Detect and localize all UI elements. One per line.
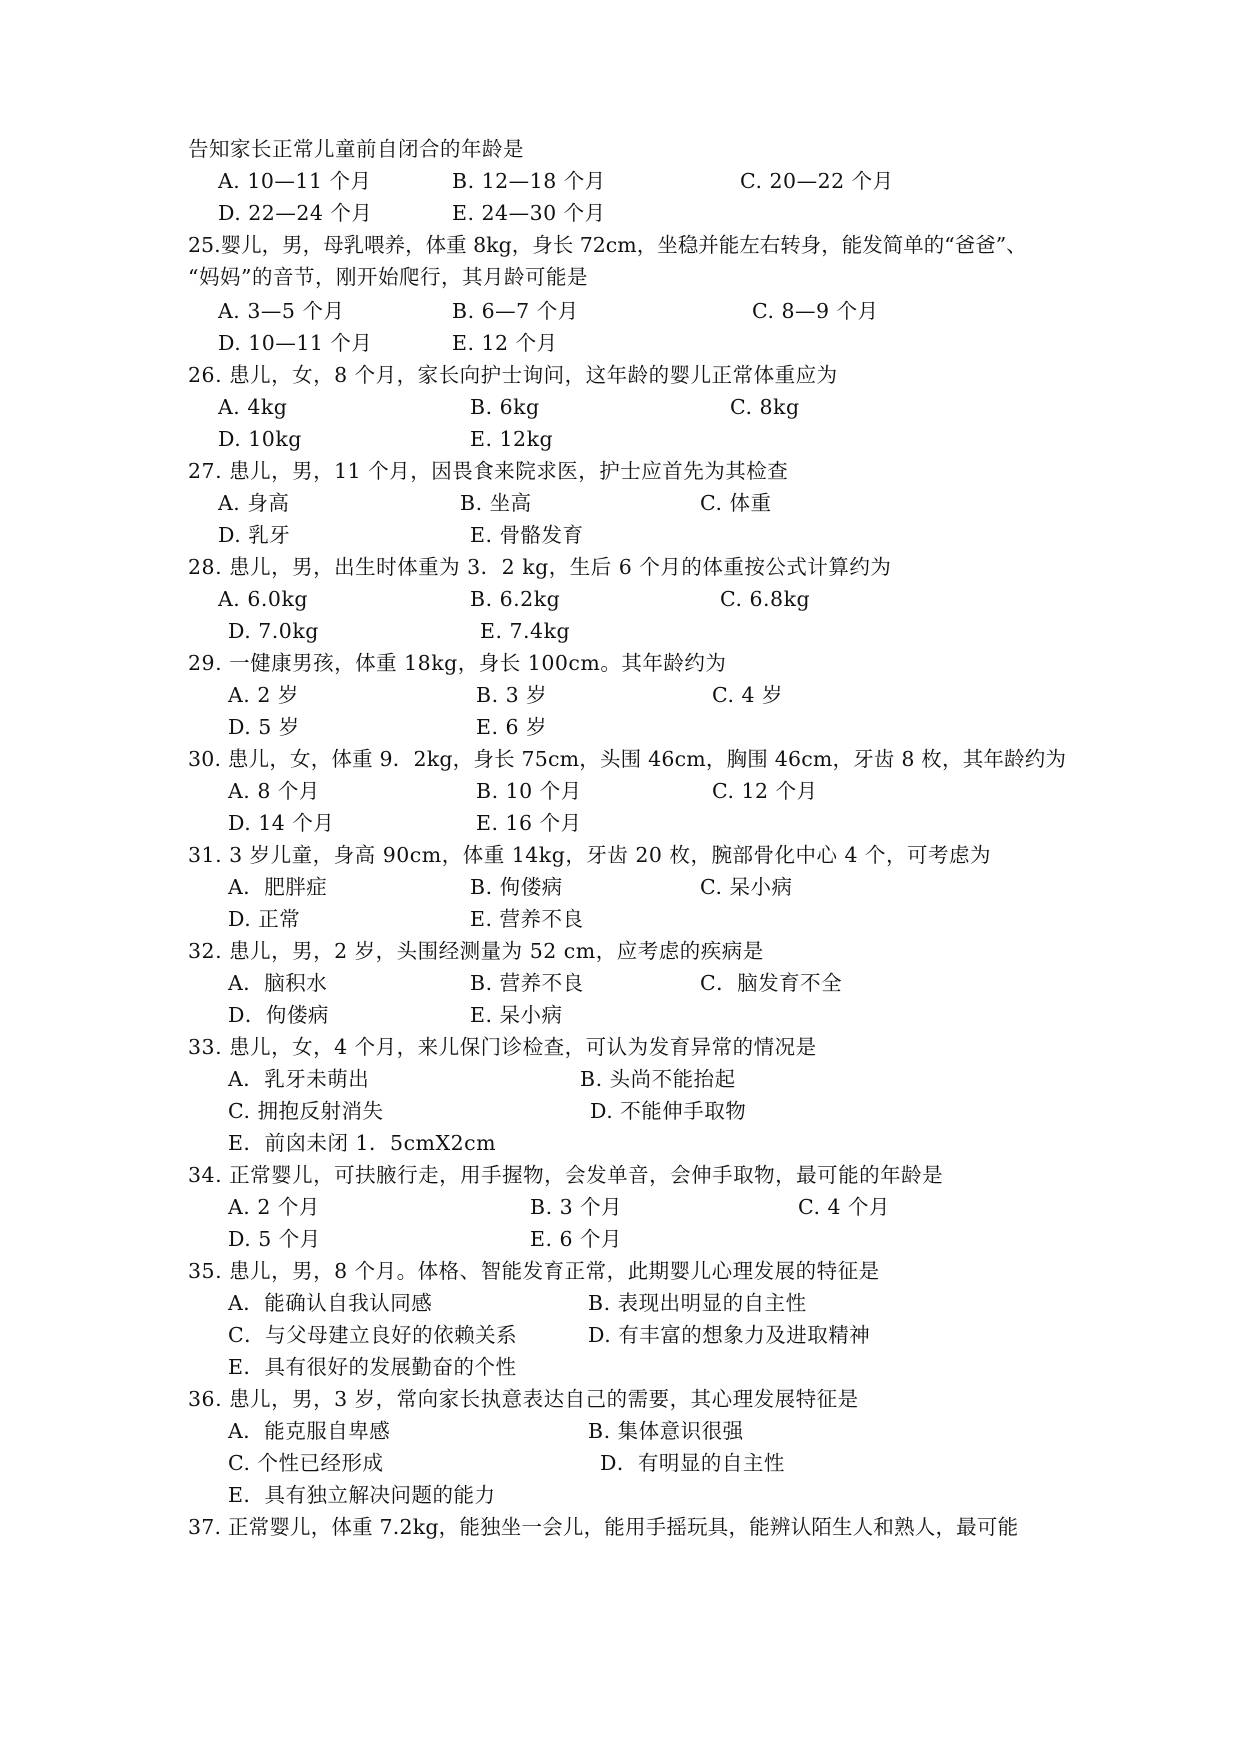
q24-option-b: B. 12—18 个月 [452,169,606,193]
q36-option-b: B. 集体意识很强 [588,1419,744,1443]
q35-option-d: D. 有丰富的想象力及进取精神 [588,1323,871,1347]
q30-option-d: D. 14 个月 [228,811,335,835]
q28-option-c: C. 6.8kg [720,587,811,611]
q35-option-b: B. 表现出明显的自主性 [588,1291,807,1315]
q30-option-e: E. 16 个月 [476,811,582,835]
q30-stem: 30. 患儿，女，体重 9．2kg，身长 75cm，头围 46cm，胸围 46cm，牙齿 8 枚，其年龄约为 [188,747,1067,771]
q33-option-b: B. 头尚不能抬起 [580,1067,736,1091]
q29-option-c: C. 4 岁 [712,683,784,707]
q31-option-b: B. 佝偻病 [470,875,563,899]
q35-option-c: C．与父母建立良好的依赖关系 [228,1323,518,1347]
q28-option-e: E. 7.4kg [480,619,571,643]
q26-option-d: D. 10kg [218,427,302,451]
q25-option-b: B. 6—7 个月 [452,299,579,323]
q33-stem: 33. 患儿，女，4 个月，来儿保门诊检查，可认为发育异常的情况是 [188,1035,817,1059]
q32-option-e: E. 呆小病 [470,1003,563,1027]
q27-option-b: B. 坐高 [460,491,532,515]
q34-option-d: D. 5 个月 [228,1227,321,1251]
q32-option-c: C．脑发育不全 [700,971,843,995]
q26-option-c: C. 8kg [730,395,800,419]
q24-option-e: E. 24—30 个月 [452,201,606,225]
q25-stem-line2: “妈妈”的音节，刚开始爬行，其月龄可能是 [188,265,588,289]
q27-option-d: D. 乳牙 [218,523,291,547]
q35-stem: 35. 患儿，男，8 个月。体格、智能发育正常，此期婴儿心理发展的特征是 [188,1259,880,1283]
q25-option-c: C. 8—9 个月 [752,299,879,323]
q25-option-e: E. 12 个月 [452,331,558,355]
q26-stem: 26. 患儿，女，8 个月，家长向护士询问，这年龄的婴儿正常体重应为 [188,363,838,387]
q24-option-a: A. 10—11 个月 [218,169,372,193]
q31-option-c: C. 呆小病 [700,875,793,899]
q27-option-e: E. 骨骼发育 [470,523,584,547]
q25-option-d: D. 10—11 个月 [218,331,373,355]
q34-option-a: A. 2 个月 [228,1195,320,1219]
q28-option-b: B. 6.2kg [470,587,561,611]
q30-option-a: A. 8 个月 [228,779,320,803]
q33-option-e: E．前囟未闭 1．5cmX2cm [228,1131,497,1155]
q30-option-c: C. 12 个月 [712,779,818,803]
q31-option-e: E. 营养不良 [470,907,584,931]
q31-option-d: D. 正常 [228,907,301,931]
q34-option-c: C. 4 个月 [798,1195,891,1219]
q32-option-b: B. 营养不良 [470,971,584,995]
q24-option-d: D. 22—24 个月 [218,201,373,225]
q36-option-c: C. 个性已经形成 [228,1451,384,1475]
q33-option-a: A．乳牙未萌出 [228,1067,370,1091]
q36-stem: 36. 患儿，男，3 岁，常向家长执意表达自己的需要，其心理发展特征是 [188,1387,859,1411]
q25-stem-line1: 25.婴儿，男，母乳喂养，体重 8kg，身长 72cm，坐稳并能左右转身，能发简单的“爸爸”、 [188,233,1027,257]
q27-option-c: C. 体重 [700,491,772,515]
q28-option-d: D. 7.0kg [228,619,319,643]
q34-stem: 34. 正常婴儿，可扶腋行走，用手握物，会发单音，会伸手取物，最可能的年龄是 [188,1163,944,1187]
q31-option-a: A．肥胖症 [228,875,328,899]
q31-stem: 31. 3 岁儿童，身高 90cm，体重 14kg，牙齿 20 枚，腕部骨化中心 4 个，可考虑为 [188,843,992,867]
q32-stem: 32. 患儿，男，2 岁，头围经测量为 52 cm，应考虑的疾病是 [188,939,764,963]
q25-option-a: A. 3—5 个月 [218,299,345,323]
q27-stem: 27. 患儿，男，11 个月，因畏食来院求医，护士应首先为其检查 [188,459,789,483]
q24-stem: 告知家长正常儿童前自闭合的年龄是 [188,137,524,161]
q27-option-a: A. 身高 [218,491,290,515]
q29-option-a: A. 2 岁 [228,683,299,707]
q32-option-d: D．佝偻病 [228,1003,329,1027]
q24-option-c: C. 20—22 个月 [740,169,894,193]
q28-stem: 28. 患儿，男，出生时体重为 3．2 kg，生后 6 个月的体重按公式计算约为 [188,555,892,579]
q35-option-e: E．具有很好的发展勤奋的个性 [228,1355,517,1379]
q36-option-e: E．具有独立解决问题的能力 [228,1483,496,1507]
q34-option-e: E. 6 个月 [530,1227,623,1251]
q30-option-b: B. 10 个月 [476,779,582,803]
q26-option-b: B. 6kg [470,395,540,419]
q37-stem: 37. 正常婴儿，体重 7.2kg，能独坐一会儿，能用手摇玩具，能辨认陌生人和熟人，最可能 [188,1515,1019,1539]
q29-option-d: D. 5 岁 [228,715,300,739]
q28-option-a: A. 6.0kg [218,587,308,611]
q26-option-e: E. 12kg [470,427,554,451]
q29-option-e: E. 6 岁 [476,715,548,739]
q32-option-a: A．脑积水 [228,971,328,995]
q34-option-b: B. 3 个月 [530,1195,623,1219]
q35-option-a: A．能确认自我认同感 [228,1291,433,1315]
q33-option-c: C. 拥抱反射消失 [228,1099,384,1123]
q33-option-d: D. 不能伸手取物 [590,1099,747,1123]
q26-option-a: A. 4kg [218,395,288,419]
q36-option-d: D．有明显的自主性 [600,1451,785,1475]
q29-stem: 29. 一健康男孩，体重 18kg，身长 100cm。其年龄约为 [188,651,727,675]
q29-option-b: B. 3 岁 [476,683,548,707]
q36-option-a: A．能克服自卑感 [228,1419,391,1443]
